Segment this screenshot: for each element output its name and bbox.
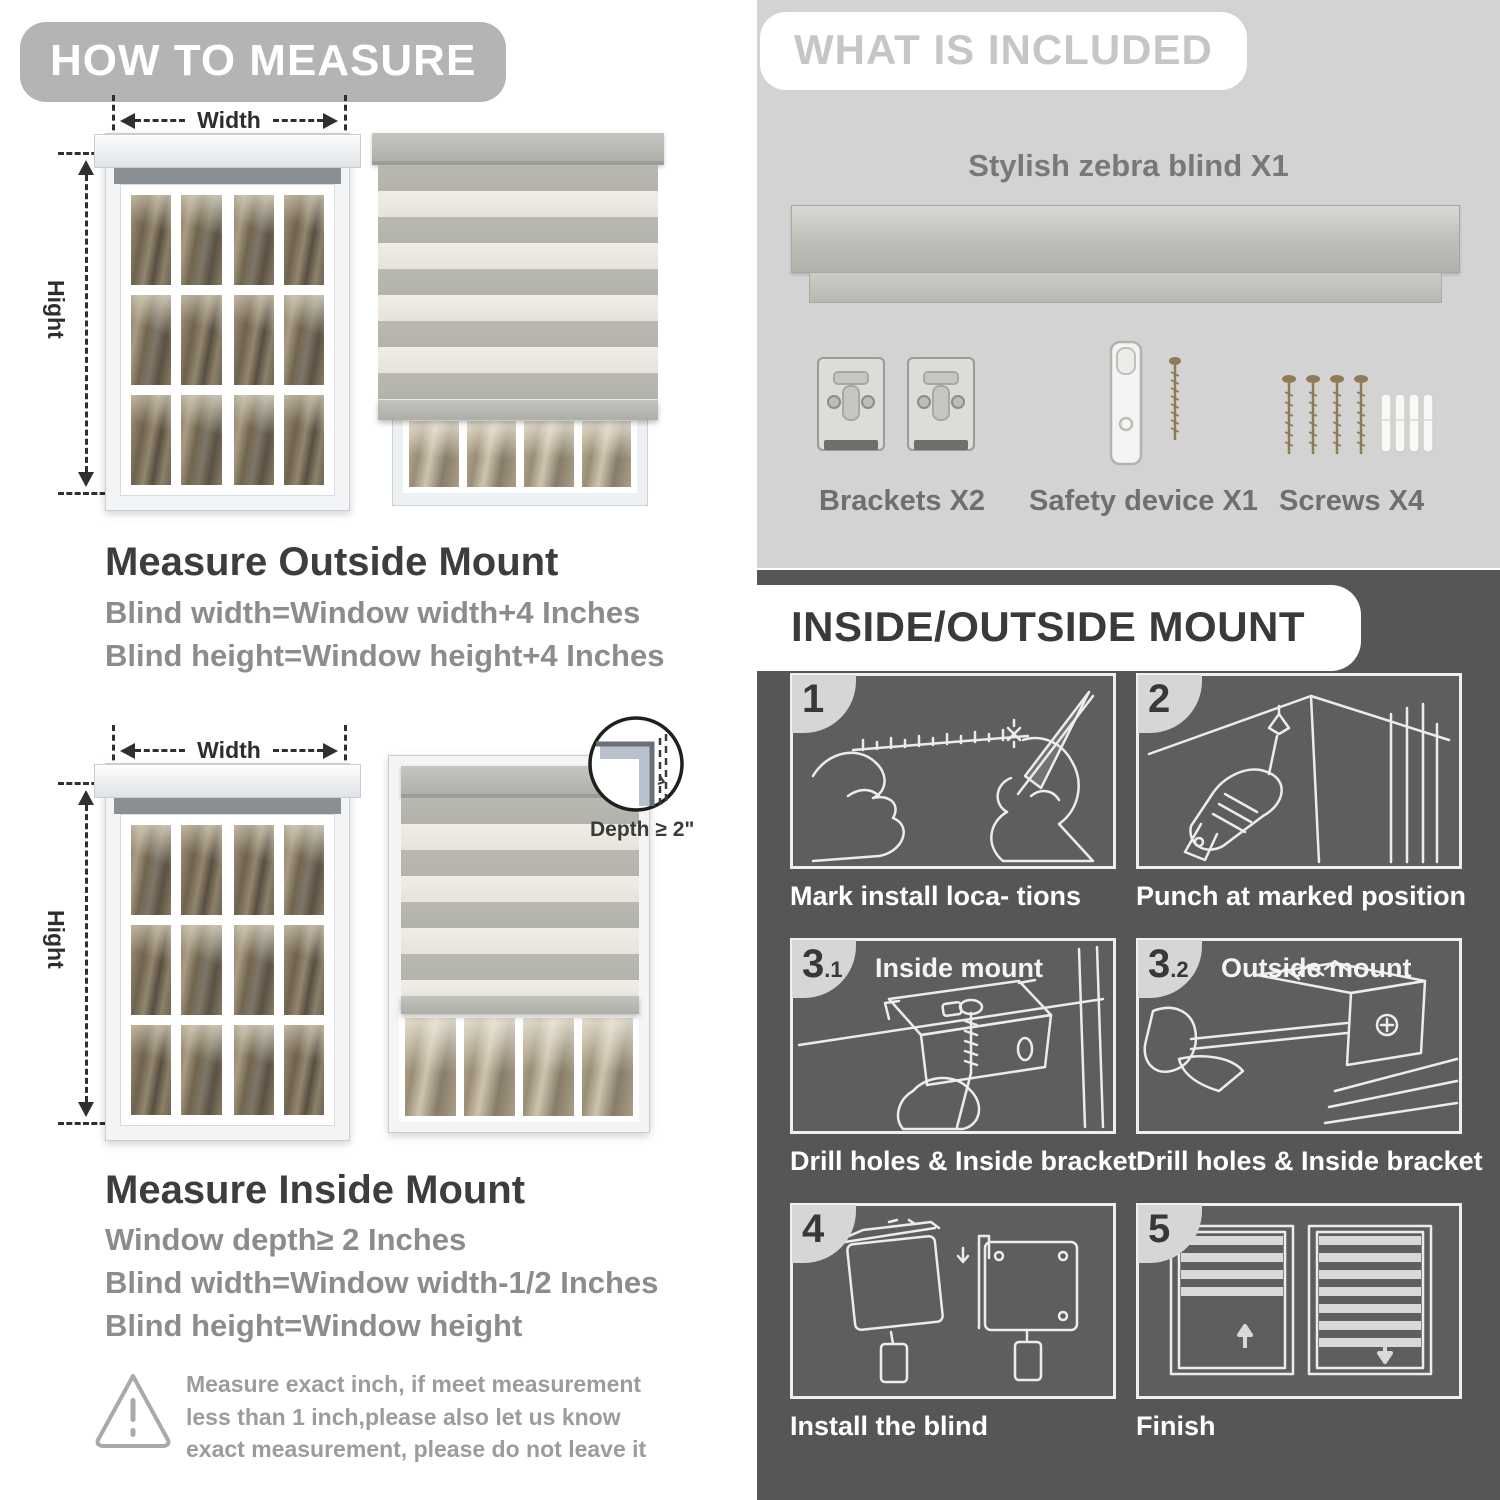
window-lintel xyxy=(94,764,361,798)
width-label: Width xyxy=(197,737,261,763)
mount-guide-section xyxy=(757,570,1500,1500)
outside-mount-title: Measure Outside Mount xyxy=(105,540,559,584)
arrow-left-icon xyxy=(112,113,135,129)
depth-label: Depth ≥ 2" xyxy=(590,818,695,841)
arrow-left-icon xyxy=(112,743,135,759)
step-number-badge: 3.1 xyxy=(792,940,856,998)
inside-mount-title: Measure Inside Mount xyxy=(105,1168,526,1212)
inside-mount-panel-title: Inside mount xyxy=(875,953,1043,983)
arrow-right-icon xyxy=(323,743,346,759)
arrow-up-icon xyxy=(78,782,94,805)
step-1 xyxy=(790,673,1116,912)
step-3-1 xyxy=(790,938,1137,1177)
screws-label: Screws X4 xyxy=(1279,485,1425,517)
brackets-label: Brackets X2 xyxy=(819,485,986,517)
zebra-blind-headrail xyxy=(791,205,1460,273)
outside-formula-width: Blind width=Window width+4 Inches xyxy=(105,595,641,630)
height-arrow-outside xyxy=(78,152,94,495)
zebra-blind-headrail-bottom xyxy=(809,273,1442,303)
step-caption: Install the blind xyxy=(790,1411,989,1441)
how-to-measure-label: HOW TO MEASURE xyxy=(50,36,477,85)
step-number-badge: 4 xyxy=(792,1205,856,1263)
window-under-blind xyxy=(392,408,648,506)
safety-device-icon xyxy=(1087,338,1217,470)
inside-depth-rule: Window depth≥ 2 Inches xyxy=(105,1222,467,1257)
arrow-down-icon xyxy=(78,472,94,495)
warning-triangle-icon xyxy=(92,1368,174,1452)
height-arrow-inside xyxy=(78,782,94,1125)
width-arrow-inside xyxy=(112,737,346,764)
product-label: Stylish zebra blind X1 xyxy=(968,148,1289,183)
window-inside-mount xyxy=(105,763,350,1141)
how-to-measure-header xyxy=(20,22,506,102)
height-label: Hight xyxy=(43,910,69,969)
step-3-2 xyxy=(1136,938,1483,1177)
arrow-right-icon xyxy=(323,113,346,129)
outside-mount-panel-title: Outside mount xyxy=(1221,953,1412,983)
safety-device-label: Safety device X1 xyxy=(1029,485,1258,517)
corner-depth-detail xyxy=(586,714,686,814)
step-caption: Mark install loca- tions xyxy=(790,881,1082,911)
width-arrow-outside xyxy=(112,107,346,134)
zebra-blind-outside xyxy=(378,133,658,420)
step-number-badge: 3.2 xyxy=(1138,940,1202,998)
mount-guide-label: INSIDE/OUTSIDE MOUNT xyxy=(791,603,1306,650)
what-is-included-header xyxy=(760,12,1247,90)
inside-formula-width: Blind width=Window width-1/2 Inches xyxy=(105,1265,659,1300)
inside-formula-height: Blind height=Window height xyxy=(105,1308,523,1343)
height-label: Hight xyxy=(43,280,69,339)
step-2 xyxy=(1136,673,1467,912)
step-number-badge: 5 xyxy=(1138,1205,1202,1263)
step-number-badge: 1 xyxy=(792,675,856,733)
step-caption: Drill holes & Inside bracket xyxy=(790,1146,1137,1176)
step-caption: Punch at marked position xyxy=(1136,881,1467,911)
screws-icon xyxy=(1277,368,1437,464)
arrow-up-icon xyxy=(78,152,94,175)
step-4 xyxy=(790,1203,1116,1442)
measure-warning-note: Measure exact inch, if meet measurement less than 1 inch,please also let us know exact measurement, please do not leave it xyxy=(186,1371,647,1463)
step-caption: Finish xyxy=(1136,1411,1216,1441)
step-5 xyxy=(1136,1203,1462,1442)
window-lintel xyxy=(94,134,361,168)
mount-guide-header xyxy=(757,585,1361,671)
what-is-included-section xyxy=(757,0,1500,568)
outside-formula-height: Blind height=Window height+4 Inches xyxy=(105,638,665,673)
width-label: Width xyxy=(197,107,261,133)
step-caption: Drill holes & Inside bracket xyxy=(1136,1146,1483,1176)
step-number-badge: 2 xyxy=(1138,675,1202,733)
window-outside-mount xyxy=(105,133,350,511)
what-is-included-label: WHAT IS INCLUDED xyxy=(794,26,1213,73)
arrow-down-icon xyxy=(78,1102,94,1125)
brackets-icon xyxy=(812,352,982,464)
